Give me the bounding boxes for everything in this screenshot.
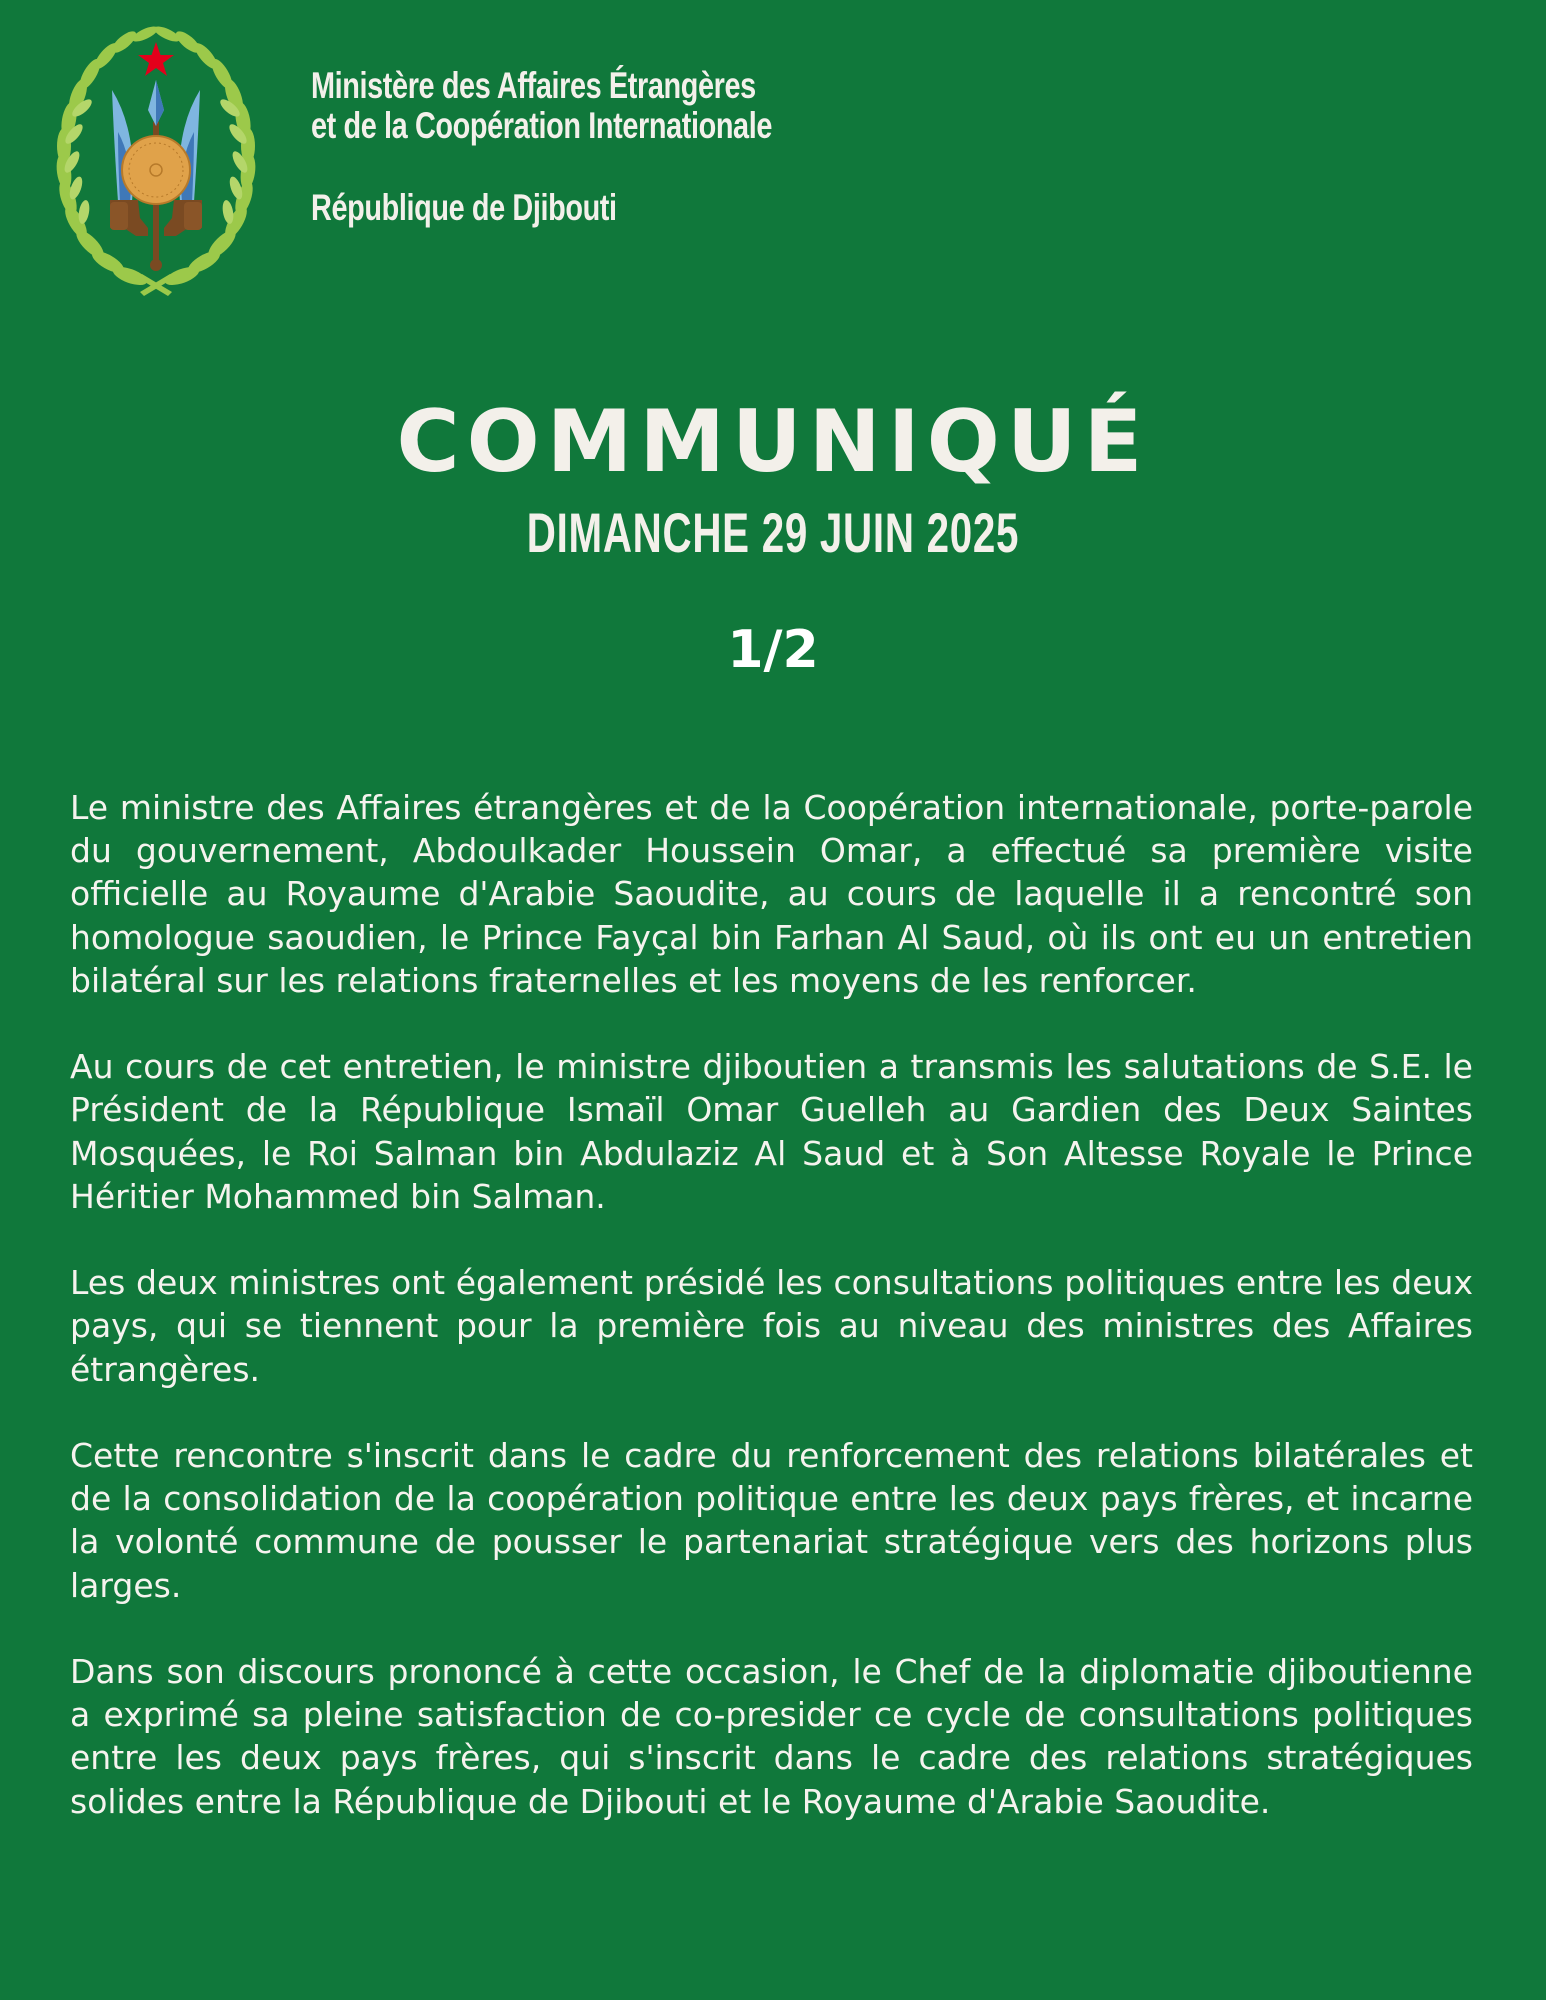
paragraph: Le ministre des Affaires étrangères et de la Coopération internationale, porte-parole du gouvernement, Abdoulkader Houssein Omar, a effectué sa première visite officielle au Royaume d'Arabie Saoudite, au cours de laquelle il a rencontré son homologue saoudien, le Prince Fayçal bin Farhan Al Saud, où ils ont eu un entretien bilatéral sur les relations fraternelles et les moyens de les renforcer. (70, 788, 1473, 1000)
ministry-name-line-2: et de la Coopération Internationale (311, 105, 773, 146)
red-star-icon (138, 42, 174, 76)
paragraph: Dans son discours prononcé à cette occasion, le Chef de la diplomatie djiboutienne a exprimé sa pleine satisfaction de co-presider ce cycle de consultations politiques entre les deux pays frères, qui s'inscrit dans le cadre des relations stratégiques solides entre la République de Djibouti et le Royaume d'Arabie Saoudite. (70, 1652, 1473, 1821)
document-date (0, 503, 1546, 563)
communique-body (70, 786, 1473, 1866)
shield-icon (122, 136, 190, 204)
page-number: 1/2 (727, 620, 819, 680)
ministry-name-line-1: Ministère des Affaires Étrangères (311, 65, 756, 106)
paragraph: Au cours de cet entretien, le ministre djiboutien a transmis les salutations de S.E. le Président de la République Ismaïl Omar Guelleh au Gardien des Deux Saintes Mosquées, le Roi Salman bin Abdulaziz Al Saud et à Son Altesse Royale le Prince Héritier Mohammed bin Salman. (70, 1047, 1473, 1216)
paragraph: Les deux ministres ont également présidé les consultations politiques entre les deux pays, qui se tiennent pour la première fois au niveau des ministres des Affaires étrangères. (70, 1263, 1473, 1389)
djibouti-coat-of-arms-icon (40, 22, 272, 298)
paragraph: Cette rencontre s'inscrit dans le cadre du renforcement des relations bilatérales et de la consolidation de la coopération politique entre les deux pays frères, et incarne la volonté commune de pousser le partenariat stratégique vers des horizons plus larges. (70, 1436, 1473, 1605)
document-date-text: DIMANCHE 29 JUIN 2025 (526, 501, 1020, 564)
document-title: COMMUNIQUÉ (396, 392, 1150, 492)
country-name: République de Djibouti (311, 187, 617, 228)
ministry-header (311, 66, 902, 228)
